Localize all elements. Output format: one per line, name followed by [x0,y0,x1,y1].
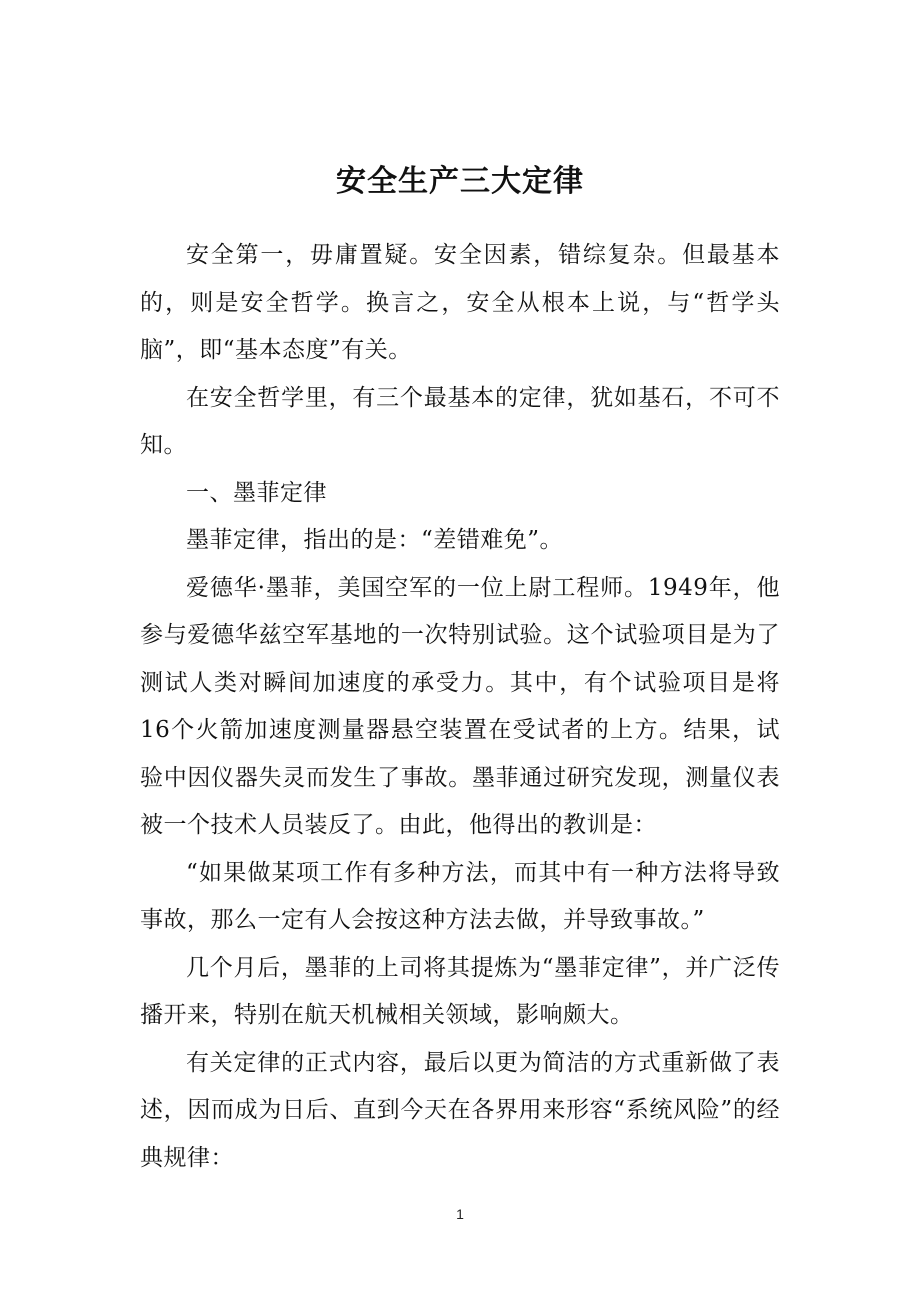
paragraph-three-laws: 在安全哲学里，有三个最基本的定律，犹如基石，不可不知。 [140,384,780,458]
page-number: 1 [456,1206,464,1222]
paragraph-murphy-quote: “如果做某项工作有多种方法，而其中有一种方法将导致事故，那么一定有人会按这种方法去做，并导致事故。” [140,859,780,933]
document-body [140,232,780,1182]
paragraph-murphy-formal: 有关定律的正式内容，最后以更为简洁的方式重新做了表述，因而成为日后、直到今天在各界用来形容“系统风险”的经典规律： [140,1049,780,1171]
paragraph-murphy-spread: 几个月后，墨菲的上司将其提炼为“墨菲定律”，并广泛传播开来，特别在航天机械相关领域，影响颇大。 [140,954,780,1028]
paragraph-murphy-summary: 墨菲定律，指出的是：“差错难免”。 [186,527,564,553]
document-title: 安全生产三大定律 [336,164,584,199]
paragraph-intro: 安全第一，毋庸置疑。安全因素，错综复杂。但最基本的，则是安全哲学。换言之，安全从根本上说，与“哲学头脑”，即“基本态度”有关。 [140,242,780,363]
paragraph-murphy-history: 爱德华·墨菲，美国空军的一位上尉工程师。1949年，他参与爱德华兹空军基地的一次特别试验。这个试验项目是为了测试人类对瞬间加速度的承受力。其中，有个试验项目是将16个火箭加速度测量器悬空装置在受试者的上方。结果，试验中因仪器失灵而发生了事故。墨菲通过研究发现，测量仪表被一个技术人员装反了。由此，他得出的教训是： [140,574,780,838]
section-heading-murphy: 一、墨菲定律 [186,479,327,506]
